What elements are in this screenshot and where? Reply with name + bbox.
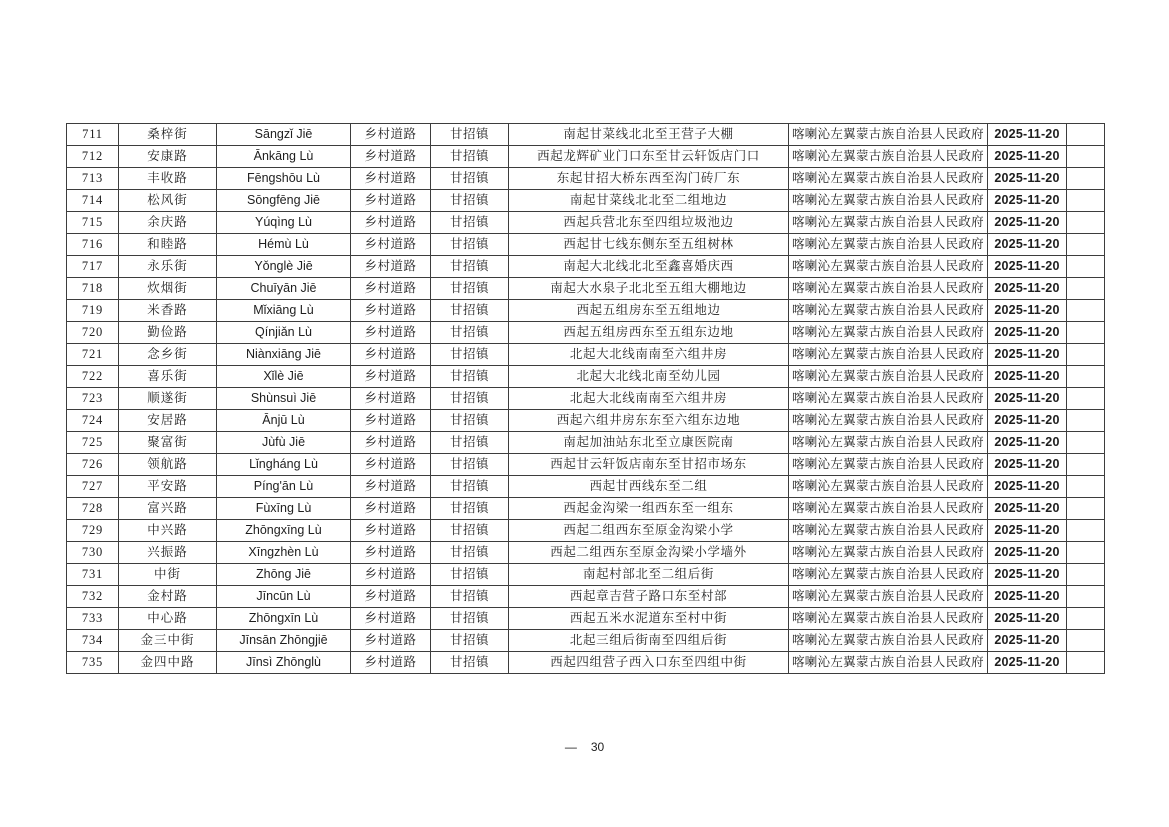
- footer-page-number: 30: [590, 740, 605, 754]
- town-cell: 甘招镇: [431, 322, 509, 344]
- town-cell: 甘招镇: [431, 212, 509, 234]
- row-number-cell: 732: [67, 586, 119, 608]
- approving-government-cell: 喀喇沁左翼蒙古族自治县人民政府: [789, 608, 988, 630]
- pinyin-cell: Yǒnglè Jiē: [217, 256, 351, 278]
- approving-government-cell: 喀喇沁左翼蒙古族自治县人民政府: [789, 190, 988, 212]
- town-cell: 甘招镇: [431, 586, 509, 608]
- remark-cell: [1067, 630, 1105, 652]
- range-description-cell: 西起龙辉矿业门口东至甘云轩饭店门口: [509, 146, 789, 168]
- remark-cell: [1067, 564, 1105, 586]
- table-row: [67, 564, 1105, 586]
- town-cell: 甘招镇: [431, 498, 509, 520]
- pinyin-cell: Niànxiāng Jiē: [217, 344, 351, 366]
- remark-cell: [1067, 476, 1105, 498]
- page-footer: [0, 740, 1169, 754]
- road-type-cell: 乡村道路: [351, 476, 431, 498]
- town-cell: 甘招镇: [431, 344, 509, 366]
- row-number-cell: 714: [67, 190, 119, 212]
- approving-government-cell: 喀喇沁左翼蒙古族自治县人民政府: [789, 278, 988, 300]
- road-type-cell: 乡村道路: [351, 432, 431, 454]
- road-name-cell: 领航路: [119, 454, 217, 476]
- pinyin-cell: Shùnsuì Jiē: [217, 388, 351, 410]
- table-row: [67, 212, 1105, 234]
- road-name-cell: 永乐街: [119, 256, 217, 278]
- approving-government-cell: 喀喇沁左翼蒙古族自治县人民政府: [789, 520, 988, 542]
- road-name-cell: 念乡街: [119, 344, 217, 366]
- road-type-cell: 乡村道路: [351, 454, 431, 476]
- row-number-cell: 713: [67, 168, 119, 190]
- approving-government-cell: 喀喇沁左翼蒙古族自治县人民政府: [789, 410, 988, 432]
- remark-cell: [1067, 344, 1105, 366]
- range-description-cell: 西起四组营子西入口东至四组中街: [509, 652, 789, 674]
- approval-date-cell: 2025-11-20: [988, 432, 1067, 454]
- town-cell: 甘招镇: [431, 520, 509, 542]
- road-type-cell: 乡村道路: [351, 564, 431, 586]
- approval-date-cell: 2025-11-20: [988, 608, 1067, 630]
- town-cell: 甘招镇: [431, 630, 509, 652]
- approval-date-cell: 2025-11-20: [988, 234, 1067, 256]
- approval-date-cell: 2025-11-20: [988, 454, 1067, 476]
- town-cell: 甘招镇: [431, 388, 509, 410]
- approval-date-cell: 2025-11-20: [988, 586, 1067, 608]
- range-description-cell: 西起二组西东至原金沟梁小学墙外: [509, 542, 789, 564]
- table-row: [67, 476, 1105, 498]
- row-number-cell: 733: [67, 608, 119, 630]
- remark-cell: [1067, 432, 1105, 454]
- remark-cell: [1067, 124, 1105, 146]
- range-description-cell: 北起大北线北南至幼儿园: [509, 366, 789, 388]
- town-cell: 甘招镇: [431, 652, 509, 674]
- pinyin-cell: Ānkāng Lù: [217, 146, 351, 168]
- range-description-cell: 南起甘菜线北北至王营子大棚: [509, 124, 789, 146]
- approval-date-cell: 2025-11-20: [988, 168, 1067, 190]
- approval-date-cell: 2025-11-20: [988, 124, 1067, 146]
- road-type-cell: 乡村道路: [351, 366, 431, 388]
- table-row: [67, 234, 1105, 256]
- road-name-cell: 松风街: [119, 190, 217, 212]
- row-number-cell: 722: [67, 366, 119, 388]
- range-description-cell: 西起甘云轩饭店南东至甘招市场东: [509, 454, 789, 476]
- road-table-body: [67, 124, 1105, 674]
- approving-government-cell: 喀喇沁左翼蒙古族自治县人民政府: [789, 388, 988, 410]
- approving-government-cell: 喀喇沁左翼蒙古族自治县人民政府: [789, 256, 988, 278]
- table-row: [67, 432, 1105, 454]
- road-name-cell: 安居路: [119, 410, 217, 432]
- remark-cell: [1067, 498, 1105, 520]
- road-type-cell: 乡村道路: [351, 586, 431, 608]
- road-name-cell: 平安路: [119, 476, 217, 498]
- range-description-cell: 南起大水泉子北北至五组大棚地边: [509, 278, 789, 300]
- approval-date-cell: 2025-11-20: [988, 498, 1067, 520]
- approving-government-cell: 喀喇沁左翼蒙古族自治县人民政府: [789, 498, 988, 520]
- road-name-cell: 余庆路: [119, 212, 217, 234]
- range-description-cell: 西起五组房西东至五组东边地: [509, 322, 789, 344]
- approving-government-cell: 喀喇沁左翼蒙古族自治县人民政府: [789, 124, 988, 146]
- road-name-cell: 金四中路: [119, 652, 217, 674]
- road-type-cell: 乡村道路: [351, 344, 431, 366]
- road-name-cell: 金三中街: [119, 630, 217, 652]
- remark-cell: [1067, 256, 1105, 278]
- range-description-cell: 北起大北线南南至六组井房: [509, 388, 789, 410]
- town-cell: 甘招镇: [431, 542, 509, 564]
- approving-government-cell: 喀喇沁左翼蒙古族自治县人民政府: [789, 168, 988, 190]
- row-number-cell: 716: [67, 234, 119, 256]
- remark-cell: [1067, 190, 1105, 212]
- row-number-cell: 723: [67, 388, 119, 410]
- remark-cell: [1067, 388, 1105, 410]
- range-description-cell: 南起加油站东北至立康医院南: [509, 432, 789, 454]
- approval-date-cell: 2025-11-20: [988, 520, 1067, 542]
- range-description-cell: 西起金沟梁一组西东至一组东: [509, 498, 789, 520]
- approval-date-cell: 2025-11-20: [988, 652, 1067, 674]
- town-cell: 甘招镇: [431, 366, 509, 388]
- approval-date-cell: 2025-11-20: [988, 278, 1067, 300]
- pinyin-cell: Zhōngxīn Lù: [217, 608, 351, 630]
- road-name-cell: 聚富街: [119, 432, 217, 454]
- row-number-cell: 711: [67, 124, 119, 146]
- range-description-cell: 西起兵营北东至四组垃圾池边: [509, 212, 789, 234]
- remark-cell: [1067, 322, 1105, 344]
- row-number-cell: 719: [67, 300, 119, 322]
- table-row: [67, 278, 1105, 300]
- row-number-cell: 715: [67, 212, 119, 234]
- approval-date-cell: 2025-11-20: [988, 212, 1067, 234]
- road-name-cell: 桑梓街: [119, 124, 217, 146]
- pinyin-cell: Fùxīng Lù: [217, 498, 351, 520]
- approval-date-cell: 2025-11-20: [988, 344, 1067, 366]
- table-row: [67, 520, 1105, 542]
- row-number-cell: 725: [67, 432, 119, 454]
- range-description-cell: 北起三组后街南至四组后街: [509, 630, 789, 652]
- road-type-cell: 乡村道路: [351, 630, 431, 652]
- row-number-cell: 734: [67, 630, 119, 652]
- row-number-cell: 718: [67, 278, 119, 300]
- road-naming-table: [66, 123, 1105, 674]
- table-row: [67, 344, 1105, 366]
- row-number-cell: 730: [67, 542, 119, 564]
- table-row: [67, 652, 1105, 674]
- approving-government-cell: 喀喇沁左翼蒙古族自治县人民政府: [789, 366, 988, 388]
- pinyin-cell: Yúqìng Lù: [217, 212, 351, 234]
- range-description-cell: 西起六组井房东东至六组东边地: [509, 410, 789, 432]
- table-row: [67, 366, 1105, 388]
- road-type-cell: 乡村道路: [351, 278, 431, 300]
- road-name-cell: 兴振路: [119, 542, 217, 564]
- row-number-cell: 721: [67, 344, 119, 366]
- range-description-cell: 东起甘招大桥东西至沟门砖厂东: [509, 168, 789, 190]
- approval-date-cell: 2025-11-20: [988, 630, 1067, 652]
- town-cell: 甘招镇: [431, 454, 509, 476]
- road-name-cell: 勤俭路: [119, 322, 217, 344]
- table-row: [67, 256, 1105, 278]
- pinyin-cell: Zhōngxīng Lù: [217, 520, 351, 542]
- table-row: [67, 300, 1105, 322]
- approval-date-cell: 2025-11-20: [988, 146, 1067, 168]
- range-description-cell: 西起甘西线东至二组: [509, 476, 789, 498]
- approving-government-cell: 喀喇沁左翼蒙古族自治县人民政府: [789, 212, 988, 234]
- pinyin-cell: Zhōng Jiē: [217, 564, 351, 586]
- approval-date-cell: 2025-11-20: [988, 564, 1067, 586]
- table-row: [67, 586, 1105, 608]
- town-cell: 甘招镇: [431, 256, 509, 278]
- table-row: [67, 168, 1105, 190]
- road-type-cell: 乡村道路: [351, 234, 431, 256]
- pinyin-cell: Jīnsān Zhōngjiē: [217, 630, 351, 652]
- pinyin-cell: Xīngzhèn Lù: [217, 542, 351, 564]
- footer-dash: —: [564, 740, 577, 754]
- table-row: [67, 322, 1105, 344]
- remark-cell: [1067, 652, 1105, 674]
- town-cell: 甘招镇: [431, 278, 509, 300]
- town-cell: 甘招镇: [431, 190, 509, 212]
- road-name-cell: 顺遂街: [119, 388, 217, 410]
- row-number-cell: 727: [67, 476, 119, 498]
- remark-cell: [1067, 146, 1105, 168]
- road-name-cell: 和睦路: [119, 234, 217, 256]
- road-type-cell: 乡村道路: [351, 520, 431, 542]
- town-cell: 甘招镇: [431, 564, 509, 586]
- row-number-cell: 712: [67, 146, 119, 168]
- remark-cell: [1067, 454, 1105, 476]
- pinyin-cell: Xǐlè Jiē: [217, 366, 351, 388]
- approval-date-cell: 2025-11-20: [988, 190, 1067, 212]
- row-number-cell: 729: [67, 520, 119, 542]
- range-description-cell: 南起村部北至二组后街: [509, 564, 789, 586]
- approval-date-cell: 2025-11-20: [988, 322, 1067, 344]
- road-name-cell: 丰收路: [119, 168, 217, 190]
- road-type-cell: 乡村道路: [351, 300, 431, 322]
- road-name-cell: 金村路: [119, 586, 217, 608]
- range-description-cell: 南起甘菜线北北至二组地边: [509, 190, 789, 212]
- road-type-cell: 乡村道路: [351, 168, 431, 190]
- approving-government-cell: 喀喇沁左翼蒙古族自治县人民政府: [789, 146, 988, 168]
- approval-date-cell: 2025-11-20: [988, 410, 1067, 432]
- remark-cell: [1067, 586, 1105, 608]
- road-type-cell: 乡村道路: [351, 652, 431, 674]
- range-description-cell: 西起章吉营子路口东至村部: [509, 586, 789, 608]
- range-description-cell: 西起甘七线东侧东至五组树林: [509, 234, 789, 256]
- road-type-cell: 乡村道路: [351, 124, 431, 146]
- approving-government-cell: 喀喇沁左翼蒙古族自治县人民政府: [789, 300, 988, 322]
- row-number-cell: 717: [67, 256, 119, 278]
- approving-government-cell: 喀喇沁左翼蒙古族自治县人民政府: [789, 630, 988, 652]
- remark-cell: [1067, 542, 1105, 564]
- approving-government-cell: 喀喇沁左翼蒙古族自治县人民政府: [789, 586, 988, 608]
- approving-government-cell: 喀喇沁左翼蒙古族自治县人民政府: [789, 432, 988, 454]
- range-description-cell: 西起五组房东至五组地边: [509, 300, 789, 322]
- town-cell: 甘招镇: [431, 300, 509, 322]
- table-row: [67, 608, 1105, 630]
- table-row: [67, 388, 1105, 410]
- pinyin-cell: Jùfù Jiē: [217, 432, 351, 454]
- town-cell: 甘招镇: [431, 608, 509, 630]
- road-type-cell: 乡村道路: [351, 256, 431, 278]
- pinyin-cell: Píng'ān Lù: [217, 476, 351, 498]
- pinyin-cell: Ānjū Lù: [217, 410, 351, 432]
- town-cell: 甘招镇: [431, 146, 509, 168]
- road-name-cell: 炊烟街: [119, 278, 217, 300]
- range-description-cell: 西起二组西东至原金沟梁小学: [509, 520, 789, 542]
- town-cell: 甘招镇: [431, 432, 509, 454]
- row-number-cell: 726: [67, 454, 119, 476]
- road-type-cell: 乡村道路: [351, 146, 431, 168]
- road-type-cell: 乡村道路: [351, 388, 431, 410]
- table-row: [67, 124, 1105, 146]
- pinyin-cell: Fēngshōu Lù: [217, 168, 351, 190]
- road-name-cell: 富兴路: [119, 498, 217, 520]
- road-name-cell: 安康路: [119, 146, 217, 168]
- remark-cell: [1067, 300, 1105, 322]
- town-cell: 甘招镇: [431, 234, 509, 256]
- approval-date-cell: 2025-11-20: [988, 300, 1067, 322]
- table-row: [67, 410, 1105, 432]
- remark-cell: [1067, 234, 1105, 256]
- table-row: [67, 454, 1105, 476]
- approval-date-cell: 2025-11-20: [988, 388, 1067, 410]
- approval-date-cell: 2025-11-20: [988, 542, 1067, 564]
- remark-cell: [1067, 520, 1105, 542]
- remark-cell: [1067, 410, 1105, 432]
- range-description-cell: 南起大北线北北至鑫喜婚庆西: [509, 256, 789, 278]
- row-number-cell: 731: [67, 564, 119, 586]
- remark-cell: [1067, 168, 1105, 190]
- road-type-cell: 乡村道路: [351, 608, 431, 630]
- approving-government-cell: 喀喇沁左翼蒙古族自治县人民政府: [789, 542, 988, 564]
- approval-date-cell: 2025-11-20: [988, 366, 1067, 388]
- range-description-cell: 西起五米水泥道东至村中街: [509, 608, 789, 630]
- road-name-cell: 中兴路: [119, 520, 217, 542]
- table-row: [67, 498, 1105, 520]
- road-type-cell: 乡村道路: [351, 190, 431, 212]
- approving-government-cell: 喀喇沁左翼蒙古族自治县人民政府: [789, 652, 988, 674]
- pinyin-cell: Chuīyān Jiē: [217, 278, 351, 300]
- road-type-cell: 乡村道路: [351, 498, 431, 520]
- remark-cell: [1067, 278, 1105, 300]
- remark-cell: [1067, 212, 1105, 234]
- pinyin-cell: Jīncūn Lù: [217, 586, 351, 608]
- approving-government-cell: 喀喇沁左翼蒙古族自治县人民政府: [789, 564, 988, 586]
- pinyin-cell: Jīnsì Zhōnglù: [217, 652, 351, 674]
- range-description-cell: 北起大北线南南至六组井房: [509, 344, 789, 366]
- pinyin-cell: Sāngzǐ Jiē: [217, 124, 351, 146]
- pinyin-cell: Mǐxiāng Lù: [217, 300, 351, 322]
- road-name-cell: 喜乐街: [119, 366, 217, 388]
- table-row: [67, 190, 1105, 212]
- road-type-cell: 乡村道路: [351, 212, 431, 234]
- row-number-cell: 735: [67, 652, 119, 674]
- remark-cell: [1067, 608, 1105, 630]
- approving-government-cell: 喀喇沁左翼蒙古族自治县人民政府: [789, 476, 988, 498]
- pinyin-cell: Lǐngháng Lù: [217, 454, 351, 476]
- remark-cell: [1067, 366, 1105, 388]
- approval-date-cell: 2025-11-20: [988, 256, 1067, 278]
- road-name-cell: 米香路: [119, 300, 217, 322]
- approving-government-cell: 喀喇沁左翼蒙古族自治县人民政府: [789, 344, 988, 366]
- approval-date-cell: 2025-11-20: [988, 476, 1067, 498]
- road-name-cell: 中街: [119, 564, 217, 586]
- table-row: [67, 542, 1105, 564]
- road-name-cell: 中心路: [119, 608, 217, 630]
- row-number-cell: 728: [67, 498, 119, 520]
- pinyin-cell: Qínjiǎn Lù: [217, 322, 351, 344]
- approving-government-cell: 喀喇沁左翼蒙古族自治县人民政府: [789, 454, 988, 476]
- approving-government-cell: 喀喇沁左翼蒙古族自治县人民政府: [789, 322, 988, 344]
- table-row: [67, 146, 1105, 168]
- pinyin-cell: Hémù Lù: [217, 234, 351, 256]
- town-cell: 甘招镇: [431, 476, 509, 498]
- table-row: [67, 630, 1105, 652]
- road-type-cell: 乡村道路: [351, 322, 431, 344]
- town-cell: 甘招镇: [431, 124, 509, 146]
- pinyin-cell: Sōngfēng Jiē: [217, 190, 351, 212]
- road-type-cell: 乡村道路: [351, 542, 431, 564]
- town-cell: 甘招镇: [431, 410, 509, 432]
- approving-government-cell: 喀喇沁左翼蒙古族自治县人民政府: [789, 234, 988, 256]
- row-number-cell: 724: [67, 410, 119, 432]
- road-type-cell: 乡村道路: [351, 410, 431, 432]
- town-cell: 甘招镇: [431, 168, 509, 190]
- row-number-cell: 720: [67, 322, 119, 344]
